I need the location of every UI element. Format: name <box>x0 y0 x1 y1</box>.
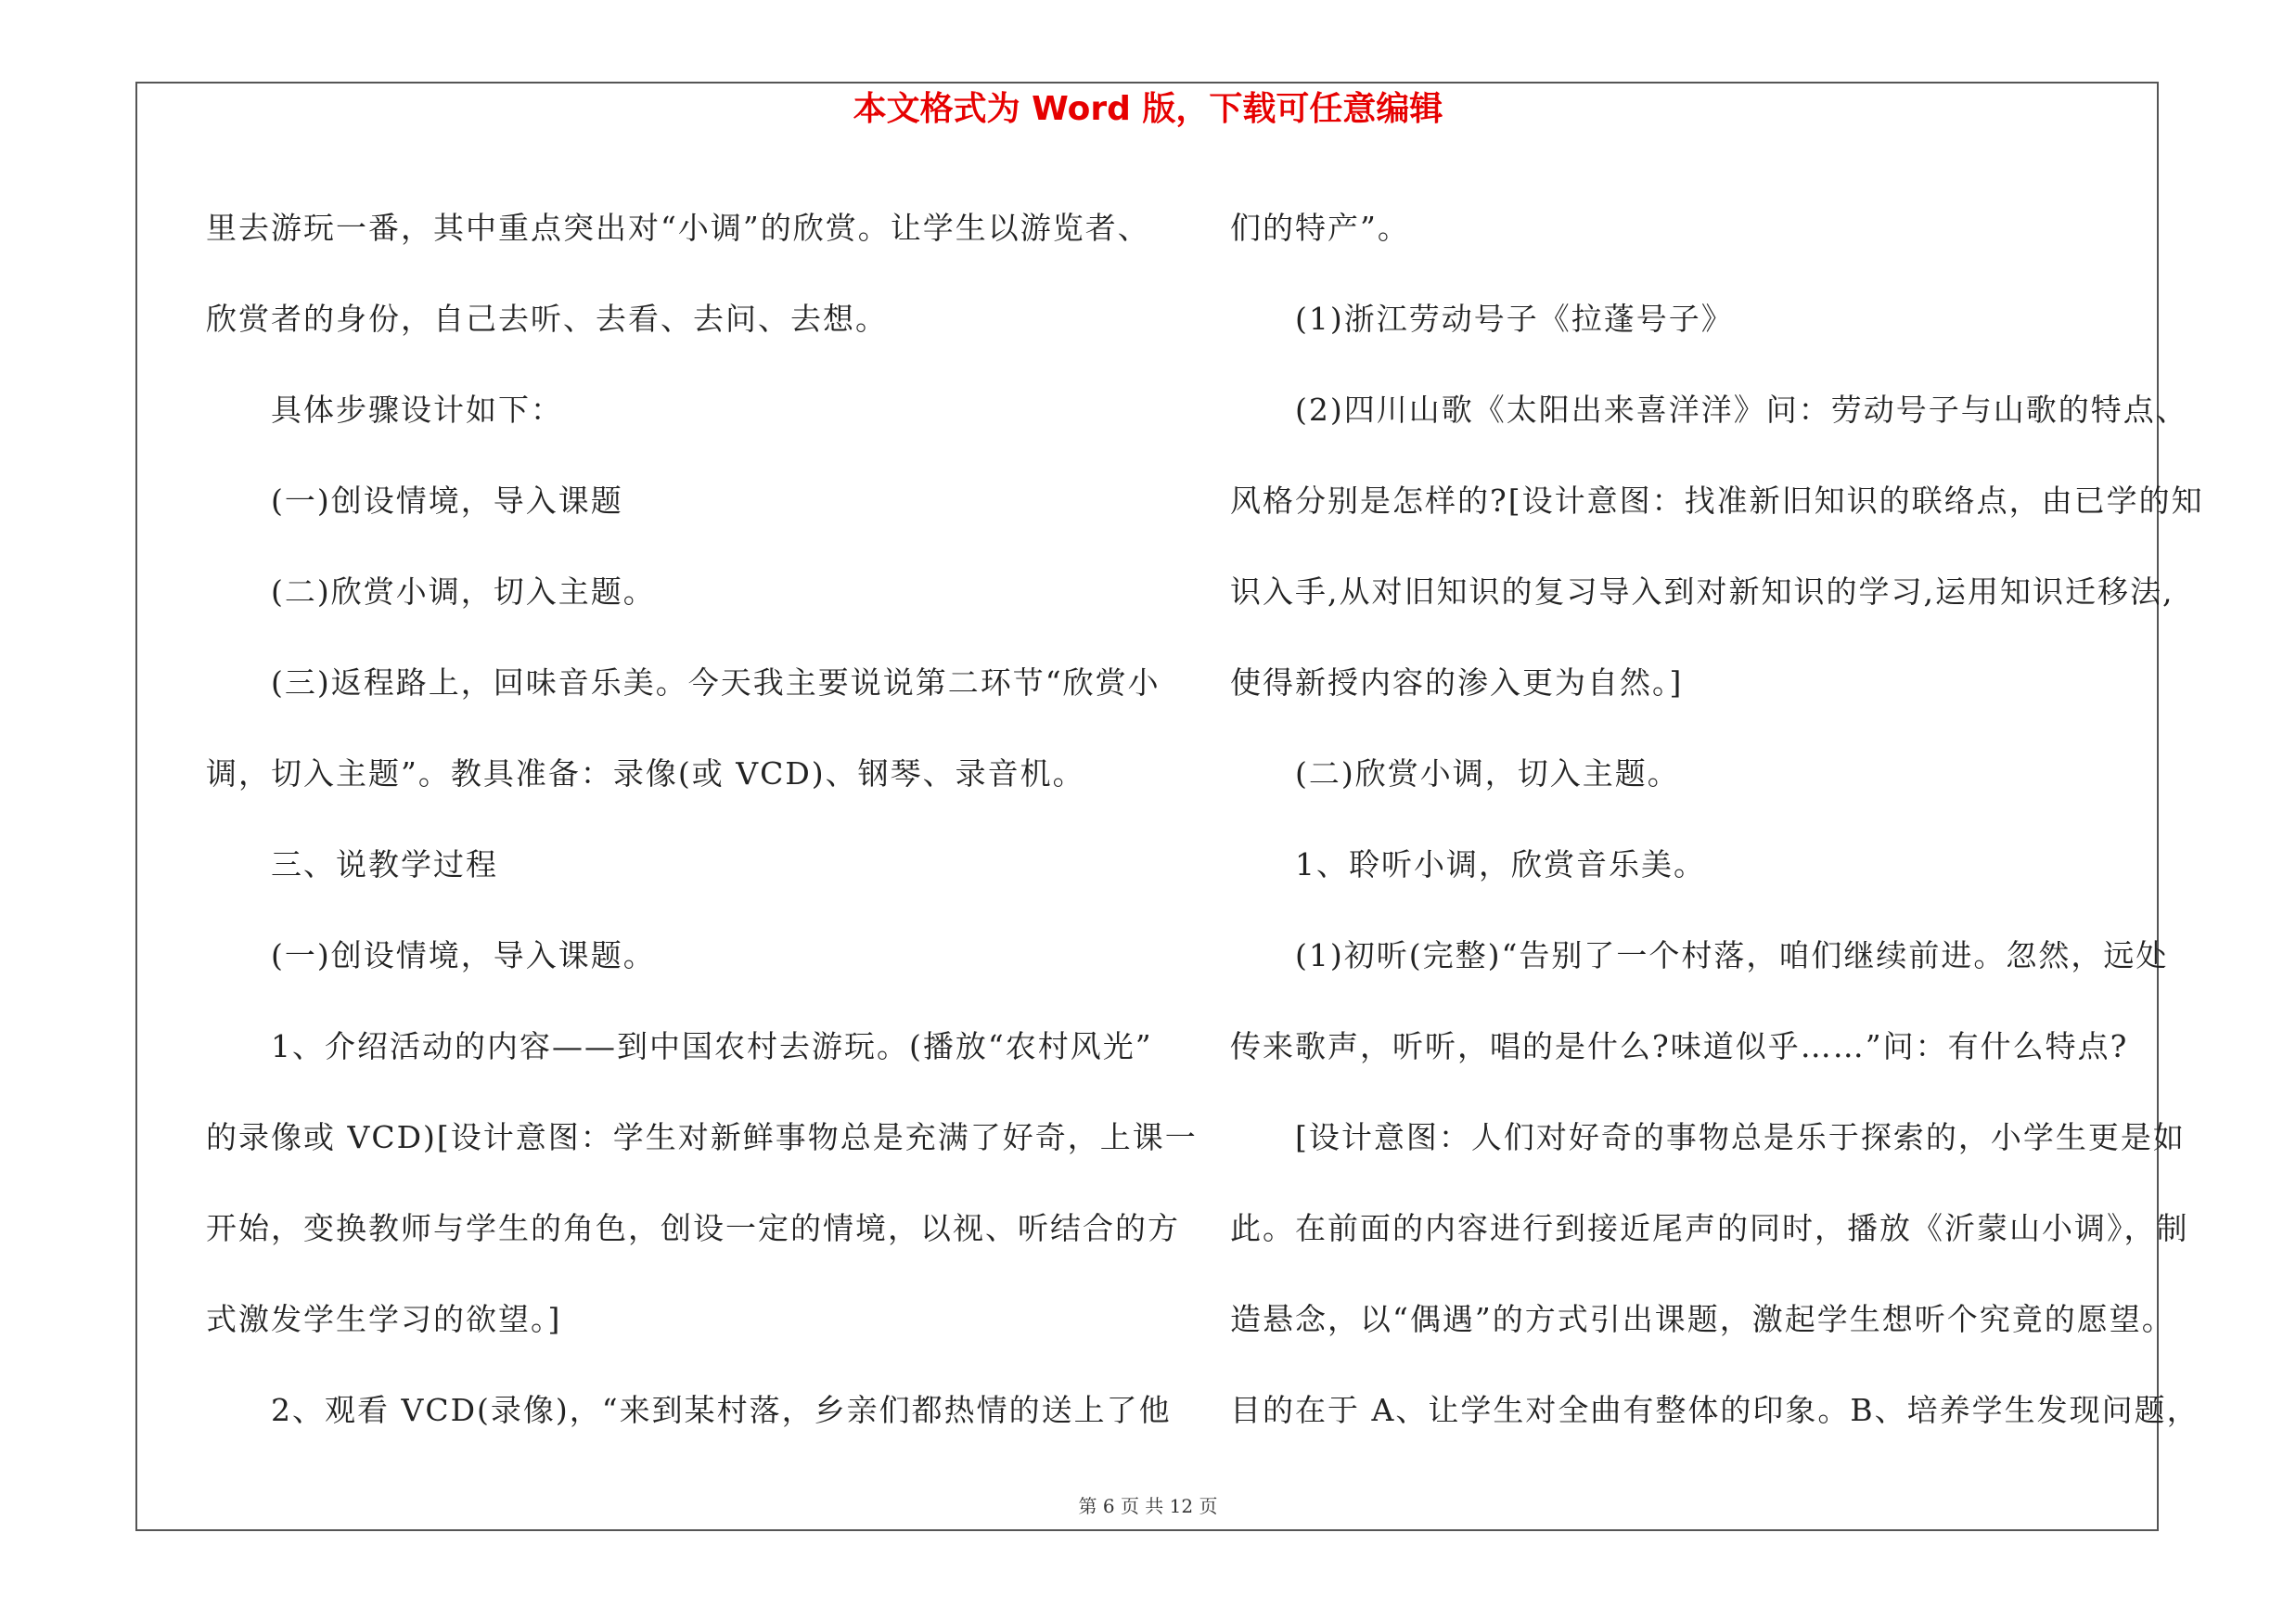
text-line: 1、介绍活动的内容——到中国农村去游玩。(播放“农村风光” <box>206 1028 1153 1064</box>
text-line: 使得新授内容的渗入更为自然。] <box>1230 664 1684 701</box>
text-line: 三、说教学过程 <box>206 846 498 882</box>
text-line: (二)欣赏小调，切入主题。 <box>206 573 656 610</box>
text-line: 的录像或 VCD)[设计意图：学生对新鲜事物总是充满了好奇，上课一 <box>206 1119 1198 1155</box>
text-line: (1)初听(完整)“告别了一个村落，咱们继续前进。忽然，远处 <box>1230 937 2169 973</box>
text-line: [设计意图：人们对好奇的事物总是乐于探索的，小学生更是如 <box>1230 1119 2186 1155</box>
text-line: 识入手,从对旧知识的复习导入到对新知识的学习,运用知识迁移法, <box>1230 573 2174 610</box>
text-line: 造悬念，以“偶遇”的方式引出课题，激起学生想听个究竟的愿望。 <box>1230 1301 2174 1337</box>
text-line: 具体步骤设计如下： <box>206 392 563 428</box>
text-line: 们的特产”。 <box>1230 210 1410 246</box>
text-line: (三)返程路上，回味音乐美。今天我主要说说第二环节“欣赏小 <box>206 664 1161 701</box>
right-column <box>1230 183 2204 1456</box>
text-line: (二)欣赏小调，切入主题。 <box>1230 755 1680 792</box>
page-header: 本文格式为 Word 版，下载可任意编辑 <box>853 90 1443 128</box>
text-line: 1、聆听小调，欣赏音乐美。 <box>1230 846 1706 882</box>
text-line: (2)四川山歌《太阳出来喜洋洋》问：劳动号子与山歌的特点、 <box>1230 392 2188 428</box>
text-line: 里去游玩一番，其中重点突出对“小调”的欣赏。让学生以游览者、 <box>206 210 1150 246</box>
text-line: (一)创设情境，导入课题 <box>206 483 623 519</box>
text-line: 欣赏者的身份，自己去听、去看、去问、去想。 <box>206 301 888 337</box>
text-line: 传来歌声，听听，唱的是什么?味道似乎……”问：有什么特点? <box>1230 1028 2129 1064</box>
text-line: 2、观看 VCD(录像)，“来到某村落，乡亲们都热情的送上了他 <box>206 1392 1172 1428</box>
text-line: 式激发学生学习的欲望。] <box>206 1301 562 1337</box>
left-column <box>206 183 1198 1456</box>
text-line: 风格分别是怎样的?[设计意图：找准新旧知识的联络点，由已学的知 <box>1230 483 2204 519</box>
text-line: 开始，变换教师与学生的角色，创设一定的情境，以视、听结合的方 <box>206 1210 1180 1246</box>
text-line: (一)创设情境，导入课题。 <box>206 937 656 973</box>
text-line: 此。在前面的内容进行到接近尾声的同时，播放《沂蒙山小调》，制 <box>1230 1210 2189 1246</box>
text-line: 调，切入主题”。教具准备：录像(或 VCD)、钢琴、录音机。 <box>206 755 1085 792</box>
page-number: 第 6 页 共 12 页 <box>1078 1495 1218 1517</box>
text-line: (1)浙江劳动号子《拉蓬号子》 <box>1230 301 1734 337</box>
text-line: 目的在于 A、让学生对全曲有整体的印象。B、培养学生发现问题， <box>1230 1392 2200 1428</box>
